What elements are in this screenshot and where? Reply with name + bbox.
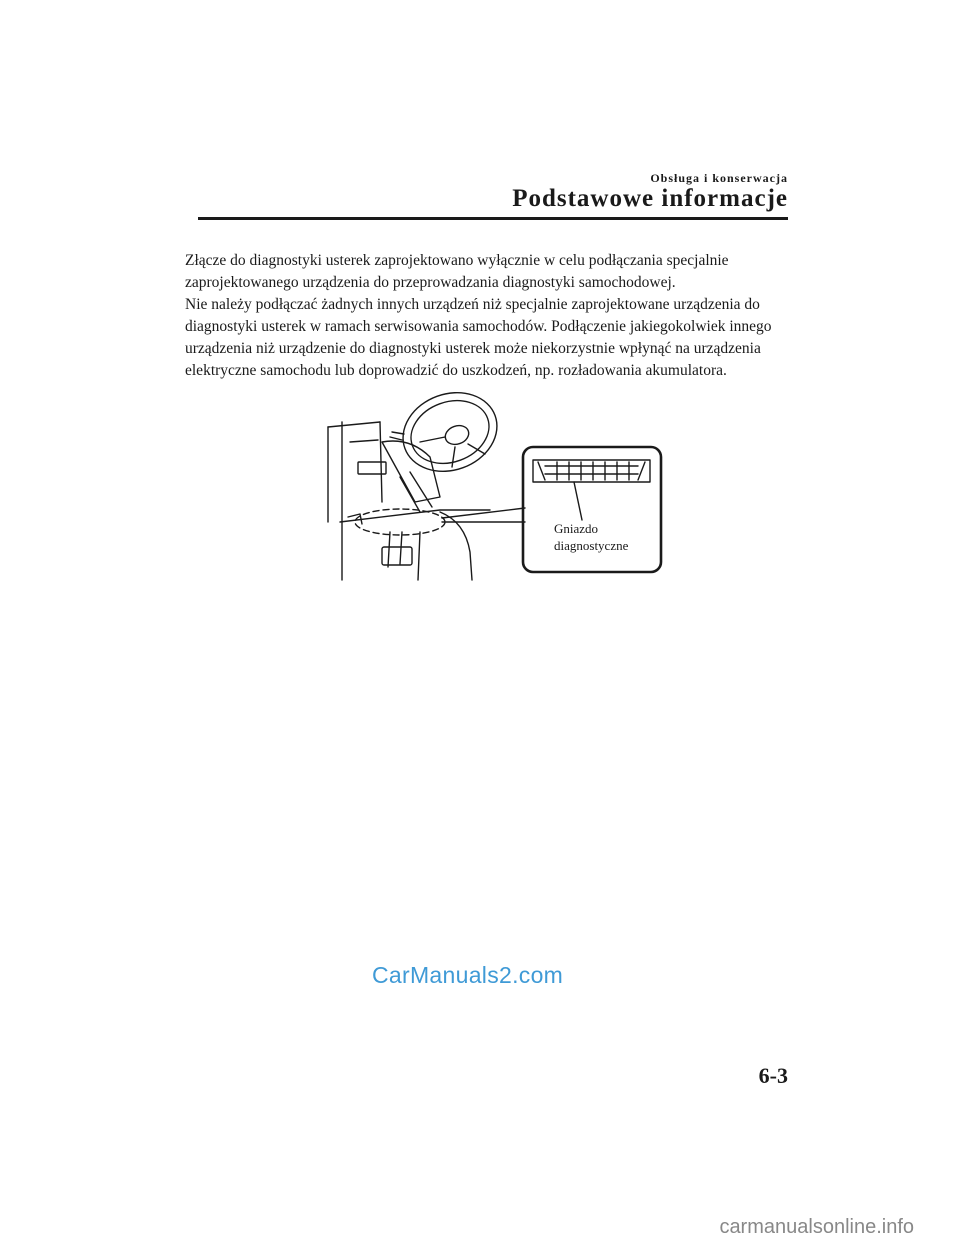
paragraph-1: Złącze do diagnostyki usterek zaprojektowano wyłącznie w celu podłączania specjalnie zaprojektowanego urządzenia do przeprowadzania diagnostyki samochodowej. xyxy=(185,252,729,291)
callout-label-line1: Gniazdo xyxy=(554,521,599,536)
footer-url: carmanualsonline.info xyxy=(719,1216,914,1238)
section-label: Obsługa i konserwacja xyxy=(650,171,788,185)
callout-label xyxy=(554,520,654,554)
header-rule xyxy=(198,217,788,220)
callout-label-line2: diagnostyczne xyxy=(554,538,629,553)
page-title: Podstawowe informacje xyxy=(512,185,788,212)
body-text xyxy=(185,250,795,382)
page-number: 6-3 xyxy=(758,1063,788,1088)
paragraph-2: Nie należy podłączać żadnych innych urządzeń niż specjalnie zaprojektowane urządzenia do diagnostyki usterek w ramach serwisowania samochodów. Podłączenie jakiegokolwiek innego urządzenia niż urządzenie do diagnostyki usterek może niekorzystnie wpłynąć na urządzenia elektryczne samochodu lub doprowadzić do uszkodzeń, np. rozładowania akumulatora. xyxy=(185,296,772,379)
watermark: CarManuals2.com xyxy=(372,962,564,988)
